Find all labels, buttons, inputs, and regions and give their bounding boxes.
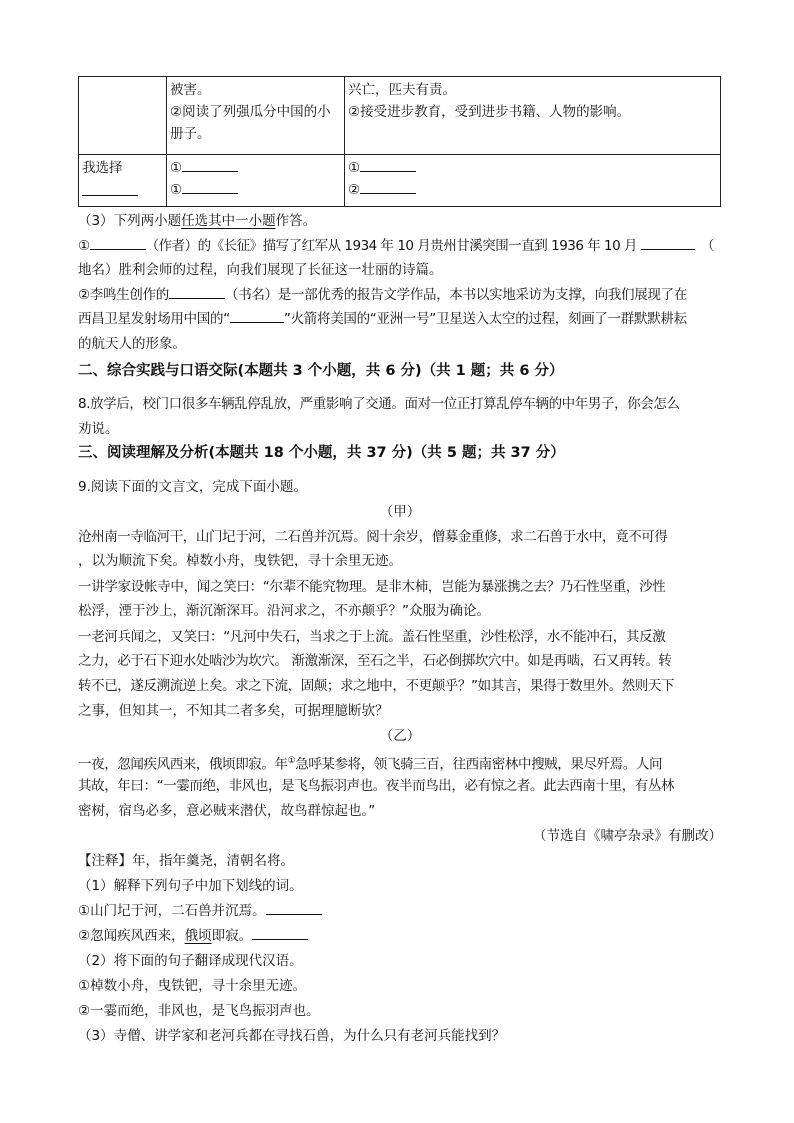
jia-paragraph-line: 沧州南一寺临河干，山门圮于河，二石兽并沉焉。阅十余岁，僧募金重修，求二石兽于水中，竟不可得	[78, 529, 668, 545]
yi-paragraph-line: 其故，年曰：“一霎而绝，非风也，是飞鸟振羽声也。夜半而鸟出，必有惊之者。此去西南十里，有丛林	[78, 778, 675, 794]
table-row	[79, 155, 721, 207]
answer-blank[interactable]	[360, 157, 416, 172]
rocket-blank[interactable]	[230, 308, 284, 323]
table-row	[79, 77, 721, 155]
q3-part2-line1: ②李鸣生创作的 （书名）是一部优秀的报告文学作品，本书以实地采访为支撑，向我们展现了在	[78, 284, 722, 307]
cell-line: 册子。	[170, 126, 211, 142]
choice-marker: ②	[348, 182, 361, 198]
cell-line: 被害。	[170, 82, 211, 98]
choice-marker: ①	[170, 160, 183, 176]
table-cell-choice-left	[167, 155, 345, 207]
section2-heading: 二、综合实践与口语交际(本题共 3 个小题，共 6 分)（共 1 题；共 6 分）	[78, 363, 564, 379]
q3-part1-line1: ① （作者）的《长征》描写了红军从 1934 年 10 月贵州甘溪突围一直到 1936 年 10 月 （	[78, 235, 722, 258]
q3-part2-line3: 的航天人的形象。	[78, 336, 186, 352]
q3-part2-line2: 西昌卫星发射场用中国的“ ”火箭将美国的“亚洲一号”卫星送入太空的过程，刻画了一群默默耕耘	[78, 308, 722, 331]
answer-blank[interactable]	[266, 900, 322, 915]
q8-line2: 劝说。	[78, 421, 119, 437]
author-blank[interactable]	[90, 235, 146, 250]
place-blank[interactable]	[641, 235, 695, 250]
table-cell-empty	[79, 77, 167, 155]
subquestion-3: （3）寺僧、讲学家和老河兵都在寻找石兽，为什么只有老河兵能找到？	[78, 1028, 506, 1044]
q3-intro: （3）下列两小题任选其中一小题作答。	[78, 213, 317, 229]
jia-paragraph-line: ，以为顺流下矣。棹数小舟，曳铁钯，寻十余里无迹。	[78, 553, 402, 569]
footnote-marker: ①	[287, 756, 296, 766]
choice-marker: ①	[170, 182, 183, 198]
choice-marker: ①	[348, 160, 361, 176]
passage-source: （节选自《啸亭杂录》有删改）	[533, 828, 722, 844]
answer-blank[interactable]	[360, 179, 416, 194]
jia-paragraph-line: 转不已，遂反溯流逆上矣。求之下流，固颠；求之地中，不更颠乎？”如其言，果得于数里外。然则天下	[78, 678, 675, 694]
subquestion-1: （1）解释下列句子中加下划线的词。	[78, 878, 303, 894]
subquestion-2: （2）将下面的句子翻译成现代汉语。	[78, 953, 303, 969]
q8-line1: 8.放学后，校门口很多车辆乱停乱放，严重影响了交通。面对一位正打算乱停车辆的中年男子，你会怎么	[78, 396, 680, 412]
section3-heading: 三、阅读理解及分析(本题共 18 个小题，共 37 分)（共 5 题；共 37 分）	[78, 445, 565, 461]
q9-instruction: 9.阅读下面的文言文，完成下面小题。	[78, 479, 307, 495]
jia-paragraph-line: 之力，必于石下迎水处啮沙为坎穴。 渐激渐深，至石之半，石必倒掷坎穴中。如是再啮，石又再转。转	[78, 653, 672, 669]
table-cell-choice-right	[345, 155, 721, 207]
q3-part1-line2: 地名）胜利会师的过程，向我们展现了长征这一壮丽的诗篇。	[78, 262, 443, 278]
subquestion-1a: ①山门圮于河，二石兽并沉焉。	[78, 900, 722, 923]
yi-paragraph-line: 一夜，忽闻疾风西来，俄顷即寂。年①急呼某参将，领飞骑三百，往西南密林中搜贼，果尽歼焉。人问	[78, 756, 663, 773]
cell-line: ②接受进步教育，受到进步书籍、人物的影响。	[348, 104, 631, 120]
underlined-text: 任选其中一小题	[181, 213, 276, 229]
jia-paragraph-line: 一老河兵闻之，又笑曰：“凡河中失石，当求之于上流。盖石性坚重，沙性松浮，水不能冲石，其反激	[78, 629, 666, 645]
answer-blank[interactable]	[82, 181, 138, 196]
cell-line: ②阅读了列强瓜分中国的小	[170, 104, 331, 120]
choice-table	[78, 76, 721, 207]
choose-label: 我选择	[82, 160, 123, 176]
passage-yi-title: （乙）	[379, 728, 421, 744]
book-blank[interactable]	[169, 284, 225, 299]
subquestion-2a: ①棹数小舟，曳铁钯，寻十余里无迹。	[78, 978, 307, 994]
answer-blank[interactable]	[182, 179, 238, 194]
yi-paragraph-line: 密树，宿鸟必多，意必贼来潜伏，故鸟群惊起也。”	[78, 803, 376, 819]
subquestion-1b: ②忽闻疾风西来，俄顷即寂。	[78, 925, 722, 948]
subquestion-2b: ②一霎而绝，非风也，是飞鸟振羽声也。	[78, 1003, 320, 1019]
jia-paragraph-line: 一讲学家设帐寺中，闻之笑曰：“尔辈不能究物理。是非木柿，岂能为暴涨携之去？乃石性坚重，沙性	[78, 579, 666, 595]
table-cell-reason-right	[345, 77, 721, 155]
answer-blank[interactable]	[182, 157, 238, 172]
cell-line: 兴亡，匹夫有责。	[348, 82, 456, 98]
passage-jia-title: （甲）	[379, 504, 421, 520]
answer-blank[interactable]	[252, 925, 308, 940]
table-cell-choose-label	[79, 155, 167, 207]
table-cell-reason-left	[167, 77, 345, 155]
jia-paragraph-line: 之事，但知其一，不知其二者多矣，可据理臆断欤？	[78, 703, 389, 719]
jia-paragraph-line: 松浮，湮于沙上，渐沉渐深耳。沿河求之，不亦颠乎？”众服为确论。	[78, 603, 490, 619]
annotation-note: 【注释】年，指年羹尧，清朝名将。	[78, 853, 294, 869]
underlined-word: 俄顷	[184, 928, 212, 944]
